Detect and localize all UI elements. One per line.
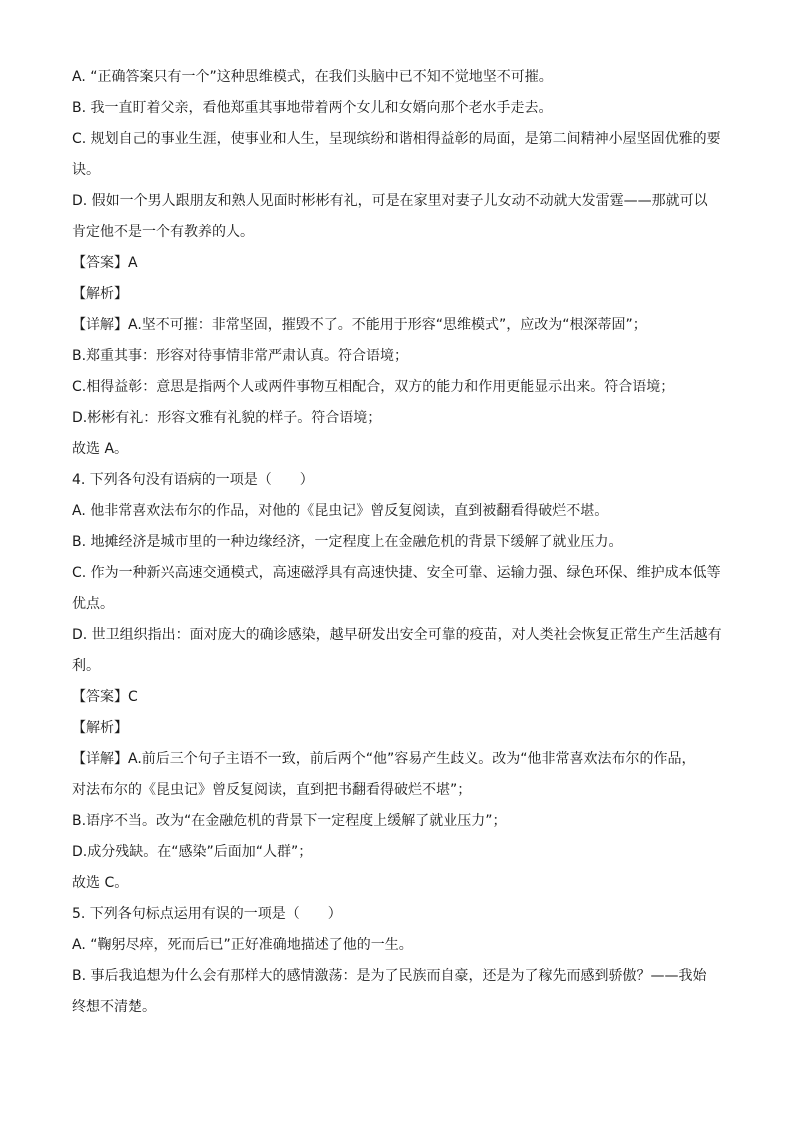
option-line-continuation: 利。 xyxy=(72,658,100,674)
option-line: B. 地摊经济是城市里的一种边缘经济，一定程度上在金融危机的背景下缓解了就业压力。 xyxy=(72,534,623,550)
question-title: 5. 下列各句标点运用有误的一项是（ ） xyxy=(72,906,342,922)
option-line-continuation: 诀。 xyxy=(72,162,100,178)
analysis-label: 【解析】 xyxy=(72,720,128,736)
explanation-line: C.相得益彰：意思是指两个人或两件事物互相配合，双方的能力和作用更能显示出来。符合语境； xyxy=(72,379,675,395)
option-line: A. “鞠躬尽瘁，死而后已”正好准确地描述了他的一生。 xyxy=(72,937,413,953)
explanation-line: D.成分残缺。在“感染”后面加“人群”； xyxy=(72,844,313,860)
option-line: A. 他非常喜欢法布尔的作品，对他的《昆虫记》曾反复阅读，直到被翻看得破烂不堪。 xyxy=(72,503,609,519)
analysis-label: 【解析】 xyxy=(72,286,128,302)
option-line: B. 事后我追想为什么会有那样大的感情激荡：是为了民族而自豪，还是为了稼先而感到骄傲？——我始 xyxy=(72,968,707,984)
option-line: C. 规划自己的事业生涯，使事业和人生，呈现缤纷和谐相得益彰的局面，是第二间精神小屋坚固优雅的要 xyxy=(72,131,721,147)
option-line: D. 假如一个男人跟朋友和熟人见面时彬彬有礼，可是在家里对妻子儿女动不动就大发雷霆——那就可以 xyxy=(72,193,708,209)
question-title: 4. 下列各句没有语病的一项是（ ） xyxy=(72,472,314,488)
option-line-continuation: 终想不清楚。 xyxy=(72,999,156,1015)
conclusion-line: 故选 A。 xyxy=(72,441,129,457)
answer-label: 【答案】C xyxy=(72,689,138,705)
option-line: C. 作为一种新兴高速交通模式，高速磁浮具有高速快捷、安全可靠、运输力强、绿色环保、维护成本低等 xyxy=(72,565,721,581)
conclusion-line: 故选 C。 xyxy=(72,875,129,891)
answer-label: 【答案】A xyxy=(72,255,138,271)
explanation-line: B.语序不当。改为“在金融危机的背景下一定程度上缓解了就业压力”； xyxy=(72,813,507,829)
explanation-line: 【详解】A.坚不可摧：非常坚固，摧毁不了。不能用于形容“思维模式”，应改为“根深蒂固”； xyxy=(72,317,647,333)
option-line: B. 我一直盯着父亲，看他郑重其事地带着两个女儿和女婿向那个老水手走去。 xyxy=(72,100,553,116)
explanation-line-continuation: 对法布尔的《昆虫记》曾反复阅读，直到把书翻看得破烂不堪”； xyxy=(72,782,472,798)
explanation-line: B.郑重其事：形容对待事情非常严肃认真。符合语境； xyxy=(72,348,409,364)
option-line: D. 世卫组织指出：面对庞大的确诊感染，越早研发出安全可靠的疫苗，对人类社会恢复正常生产生活越有 xyxy=(72,627,722,643)
document-body xyxy=(72,62,722,1023)
option-line-continuation: 优点。 xyxy=(72,596,114,612)
explanation-line: 【详解】A.前后三个句子主语不一致，前后两个“他”容易产生歧义。改为“他非常喜欢法布尔的作品， xyxy=(72,751,696,767)
option-line-continuation: 肯定他不是一个有教养的人。 xyxy=(72,224,254,240)
explanation-line: D.彬彬有礼：形容文雅有礼貌的样子。符合语境； xyxy=(72,410,382,426)
option-line: A. “正确答案只有一个”这种思维模式，在我们头脑中已不知不觉地坚不可摧。 xyxy=(72,69,553,85)
